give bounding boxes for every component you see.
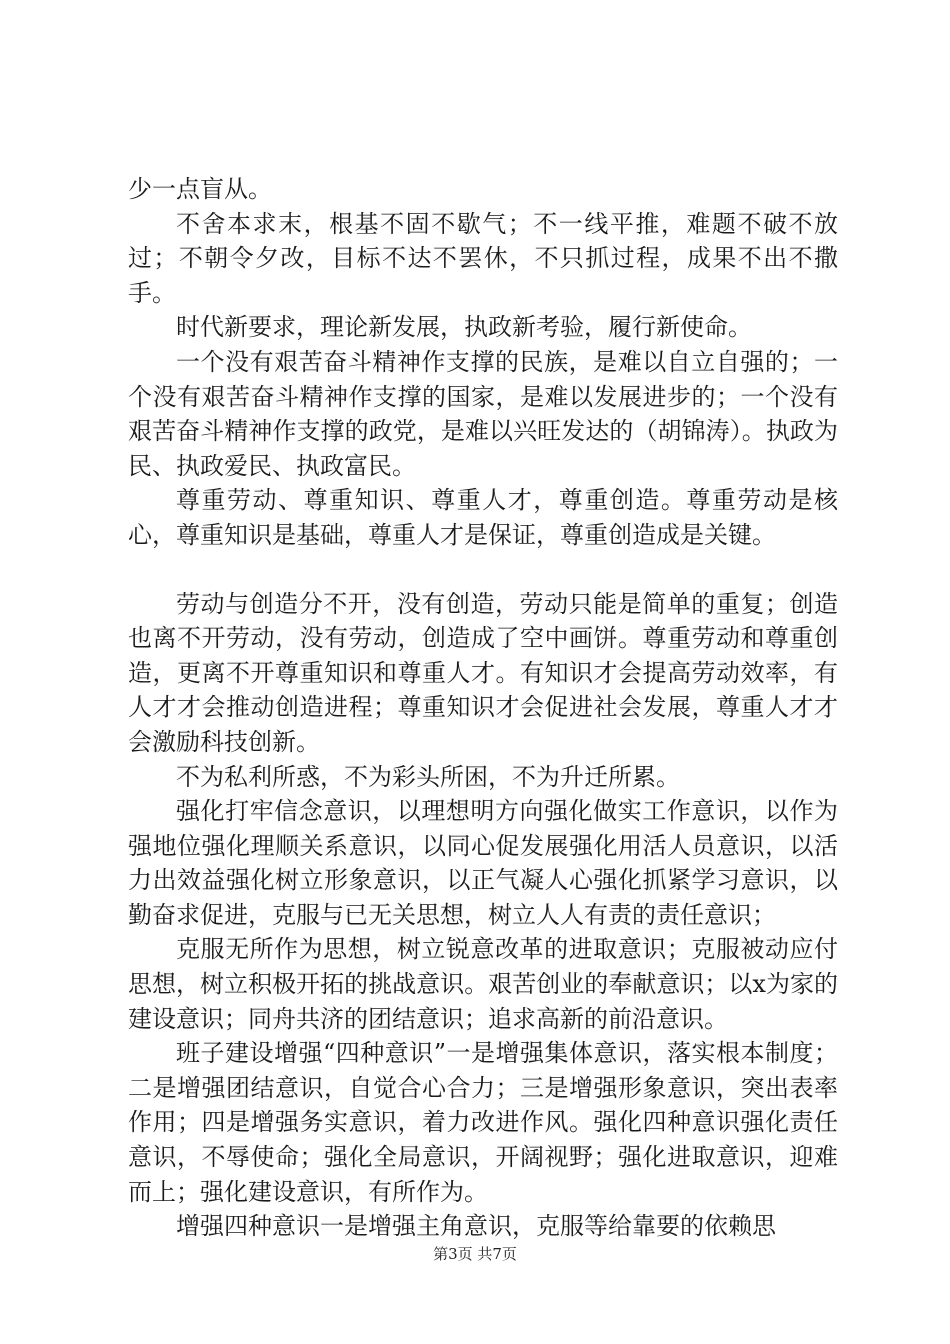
paragraph-3: 时代新要求，理论新发展，执政新考验，履行新使命。 — [176, 313, 752, 342]
document-body — [128, 172, 838, 1244]
paragraph-4: 一个没有艰苦奋斗精神作支撑的民族，是难以自立自强的；一个没有艰苦奋斗精神作支撑的国家，是难以发展进步的；一个没有艰苦奋斗精神作支撑的政党，是难以兴旺发达的（胡锦涛）。执政为民、执政爱民、执政富民。 — [128, 347, 838, 480]
paragraph-11: 增强四种意识一是增强主角意识，克服等给靠要的依赖思 — [176, 1212, 776, 1241]
paragraph-9: 克服无所作为思想，树立锐意改革的进取意识；克服被动应付思想，树立积极开拓的挑战意识。艰苦创业的奉献意识；以x为家的建设意识；同舟共济的团结意识；追求高新的前沿意识。 — [128, 935, 838, 1033]
paragraph-7: 不为私利所惑，不为彩头所困，不为升迁所累。 — [176, 762, 680, 791]
page-number-footer: 第3页 共7页 — [433, 1245, 517, 1263]
paragraph-10: 班子建设增强“四种意识”一是增强集体意识，落实根本制度；二是增强团结意识，自觉合心合力；三是增强形象意识，突出表率作用；四是增强务实意识，着力改进作风。强化四种意识强化责任意识，不辱使命；强化全局意识，开阔视野；强化进取意识，迎难而上；强化建设意识，有所作为。 — [128, 1039, 838, 1206]
paragraph-gap — [128, 553, 838, 587]
paragraph-2: 不舍本求末，根基不固不歇气；不一线平推，难题不破不放过；不朝令夕改，目标不达不罢休，不只抓过程，成果不出不撒手。 — [128, 209, 838, 307]
paragraph-1: 少一点盲从。 — [128, 175, 272, 203]
paragraph-5: 尊重劳动、尊重知识、尊重人才，尊重创造。尊重劳动是核心，尊重知识是基础，尊重人才是保证，尊重创造成是关键。 — [128, 486, 838, 549]
paragraph-8: 强化打牢信念意识，以理想明方向强化做实工作意识，以作为强地位强化理顺关系意识，以同心促发展强化用活人员意识，以活力出效益强化树立形象意识，以正气凝人心强化抓紧学习意识，以勤奋求促进，克服与已无关思想，树立人人有责的责任意识； — [128, 797, 838, 929]
paragraph-6: 劳动与创造分不开，没有创造，劳动只能是简单的重复；创造也离不开劳动，没有劳动，创造成了空中画饼。尊重劳动和尊重创造，更离不开尊重知识和尊重人才。有知识才会提高劳动效率，有人才才会推动创造进程；尊重知识才会促进社会发展，尊重人才才会激励科技创新。 — [128, 589, 838, 756]
